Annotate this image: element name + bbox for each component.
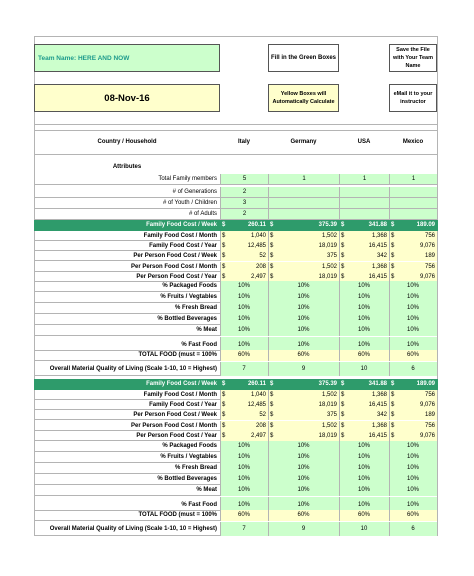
block0-money-4-label: Per Person Food Cost / Year <box>136 273 217 280</box>
block0-pct-0-label: % Packaged Foods <box>162 283 217 289</box>
block1-money-2-value-3: 189 <box>424 412 435 419</box>
block1-quality-value-2[interactable]: 10 <box>360 526 368 532</box>
block0-money-0-label: Family Food Cost / Month <box>143 233 217 239</box>
block1-pct-1-value-1[interactable]: 10% <box>297 454 310 460</box>
block1-pct-0-value-3[interactable]: 10% <box>406 443 419 449</box>
block1-week-currency-0: $ <box>222 381 226 387</box>
block0-total-value-3: 60% <box>406 352 419 358</box>
block0-money-4-value-2: 16,415 <box>368 273 387 280</box>
block1-money-4-currency-3: $ <box>391 432 395 439</box>
block0-money-0-value-2: 1,368 <box>371 233 387 239</box>
block0-quality-value-3[interactable]: 6 <box>411 366 415 372</box>
block1-money-4-currency-2: $ <box>341 432 345 439</box>
block1-pct-5-value-3[interactable]: 10% <box>406 502 419 508</box>
block0-pct-1-value-2[interactable]: 10% <box>357 294 370 300</box>
block0-money-2-currency-1: $ <box>270 253 274 260</box>
block0-money-0-value-0: 1,040 <box>250 233 266 239</box>
block1-money-0-label: Family Food Cost / Month <box>143 392 217 398</box>
block0-week-value-3: 189.09 <box>416 222 435 228</box>
block1-total-value-1: 60% <box>297 512 310 518</box>
block1-money-0-currency-2: $ <box>341 392 345 398</box>
block0-pct-0-value-1[interactable]: 10% <box>297 283 310 289</box>
attr-0-value-2[interactable]: 1 <box>339 174 389 184</box>
block0-week-label: Family Food Cost / Week <box>146 222 217 228</box>
block0-money-3-currency-2: $ <box>341 263 345 270</box>
attr-0-value-1[interactable]: 1 <box>268 174 339 184</box>
block0-money-1-value-1: 18,019 <box>318 243 337 250</box>
block0-total-label: TOTAL FOOD (must = 100% <box>138 352 217 358</box>
attr-3-value-0[interactable]: 2 <box>220 209 268 219</box>
block0-pct-3-value-2[interactable]: 10% <box>357 316 370 322</box>
block1-money-3-value-3: 756 <box>424 422 435 429</box>
attr-1-value-0[interactable]: 2 <box>220 187 268 197</box>
block1-money-3-value-0: 208 <box>255 422 266 429</box>
block1-pct-0-value-1[interactable]: 10% <box>297 443 310 449</box>
block1-money-2-currency-1: $ <box>270 412 274 419</box>
block0-money-3-currency-3: $ <box>391 263 395 270</box>
block1-money-4-value-2: 16,415 <box>368 432 387 439</box>
block0-pct-0-value-2[interactable]: 10% <box>357 283 370 289</box>
block0-money-4-currency-2: $ <box>341 273 345 280</box>
block1-money-3-value-2: 1,368 <box>371 422 387 429</box>
block1-week-value-2: 341.88 <box>368 381 387 387</box>
team-name-text: Team Name: HERE AND NOW <box>38 54 130 62</box>
block1-pct-0-label: % Packaged Foods <box>162 443 217 449</box>
block1-money-1-currency-2: $ <box>341 402 345 409</box>
block1-pct-4-label: % Meat <box>196 487 217 493</box>
block0-money-0-currency-1: $ <box>270 233 274 239</box>
block0-money-4-currency-1: $ <box>270 273 274 280</box>
block0-money-2-currency-3: $ <box>391 253 395 260</box>
team-name-cell[interactable] <box>34 44 220 72</box>
block0-money-2-value-1: 375 <box>326 253 337 260</box>
block0-pct-0-value-0[interactable]: 10% <box>237 283 250 289</box>
block1-money-1-label: Family Food Cost / Year <box>149 402 217 409</box>
block1-pct-1-value-2[interactable]: 10% <box>357 454 370 460</box>
block0-money-2-value-3: 189 <box>424 253 435 260</box>
block1-money-4-value-0: 2,497 <box>250 432 266 439</box>
attr-0-value-3[interactable]: 1 <box>389 174 437 184</box>
block1-pct-4-value-3[interactable]: 10% <box>406 487 419 493</box>
block0-money-3-currency-1: $ <box>270 263 274 270</box>
attr-3-value-1[interactable] <box>268 209 339 219</box>
block1-money-3-label: Per Person Food Cost / Month <box>130 422 217 429</box>
block0-pct-2-value-3[interactable]: 10% <box>406 305 419 311</box>
attr-0-label: Total Family members <box>158 176 217 182</box>
block1-pct-3-value-1[interactable]: 10% <box>297 476 310 482</box>
block0-money-0-value-1: 1,502 <box>321 233 337 239</box>
block1-pct-2-value-3[interactable]: 10% <box>406 465 419 471</box>
block0-week-currency-1: $ <box>270 222 274 228</box>
block1-money-1-value-2: 16,415 <box>368 402 387 409</box>
block1-pct-3-value-2[interactable]: 10% <box>357 476 370 482</box>
country-usa: USA <box>357 139 371 145</box>
block0-pct-1-value-1[interactable]: 10% <box>297 294 310 300</box>
block0-money-1-currency-1: $ <box>270 243 274 250</box>
block0-money-1-value-2: 16,415 <box>368 243 387 250</box>
block0-total-value-1: 60% <box>297 352 310 358</box>
date-cell[interactable]: 08-Nov-16 <box>34 84 220 112</box>
attr-1-value-1[interactable] <box>268 187 339 197</box>
block1-money-4-currency-0: $ <box>222 432 226 439</box>
block1-week-currency-3: $ <box>391 381 395 387</box>
block1-money-0-currency-0: $ <box>222 392 226 398</box>
block0-pct-4-value-1[interactable]: 10% <box>297 327 310 333</box>
block1-pct-1-label: % Fruits / Vegtables <box>160 454 217 460</box>
block0-total-value-2: 60% <box>357 352 370 358</box>
block0-pct-1-value-3[interactable]: 10% <box>406 294 419 300</box>
block1-total-value-3: 60% <box>406 512 419 518</box>
block0-money-2-value-0: 52 <box>259 253 266 260</box>
block0-money-2-currency-0: $ <box>222 253 226 260</box>
block1-pct-5-value-2[interactable]: 10% <box>357 502 370 508</box>
block0-money-1-value-3: 9,076 <box>419 243 435 250</box>
attr-2-value-3[interactable] <box>389 198 437 208</box>
block1-pct-1-value-3[interactable]: 10% <box>406 454 419 460</box>
block0-pct-5-label: % Fast Food <box>181 342 217 348</box>
block1-pct-3-label: % Bottled Beverages <box>157 476 217 482</box>
attr-0-value-0[interactable]: 5 <box>220 174 268 184</box>
block1-money-2-value-2: 342 <box>376 412 387 419</box>
block0-pct-2-value-0[interactable]: 10% <box>237 305 250 311</box>
block0-pct-2-value-2[interactable]: 10% <box>357 305 370 311</box>
block0-money-4-currency-0: $ <box>222 273 226 280</box>
block0-money-1-value-0: 12,485 <box>247 243 266 250</box>
block1-money-3-currency-3: $ <box>391 422 395 429</box>
block1-money-2-currency-2: $ <box>341 412 345 419</box>
block1-money-0-value-3: 756 <box>424 392 435 398</box>
country-germany: Germany <box>290 139 317 145</box>
block1-money-2-label: Per Person Food Cost / Week <box>133 412 217 419</box>
block1-week-value-0: 260.11 <box>247 381 266 387</box>
block1-pct-5-value-1[interactable]: 10% <box>297 502 310 508</box>
block1-money-2-value-1: 375 <box>326 412 337 419</box>
block0-money-0-value-3: 756 <box>424 233 435 239</box>
block1-pct-3-value-3[interactable]: 10% <box>406 476 419 482</box>
block0-money-1-label: Family Food Cost / Year <box>149 243 217 250</box>
country-italy: Italy <box>237 139 250 145</box>
block0-money-2-currency-2: $ <box>341 253 345 260</box>
block1-money-0-currency-3: $ <box>391 392 395 398</box>
block0-pct-4-value-2[interactable]: 10% <box>357 327 370 333</box>
block0-money-4-value-3: 9,076 <box>419 273 435 280</box>
block1-pct-2-label: % Fresh Bread <box>174 465 217 471</box>
block1-pct-2-value-0[interactable]: 10% <box>237 465 250 471</box>
block0-pct-2-value-1[interactable]: 10% <box>297 305 310 311</box>
block0-money-2-value-2: 342 <box>376 253 387 260</box>
country-household-label: Country / Household <box>97 139 157 145</box>
block1-pct-1-value-0[interactable]: 10% <box>237 454 250 460</box>
attr-2-value-0[interactable]: 3 <box>220 198 268 208</box>
block0-week-value-2: 341.88 <box>368 222 387 228</box>
block0-money-0-currency-2: $ <box>341 233 345 239</box>
block1-pct-0-value-2[interactable]: 10% <box>357 443 370 449</box>
block0-money-3-value-3: 756 <box>424 263 435 270</box>
block0-week-currency-3: $ <box>391 222 395 228</box>
block1-money-0-value-0: 1,040 <box>250 392 266 398</box>
block1-money-4-value-1: 18,019 <box>318 432 337 439</box>
block0-pct-4-label: % Meat <box>196 327 217 333</box>
block1-money-1-value-3: 9,076 <box>419 402 435 409</box>
block1-pct-0-value-0[interactable]: 10% <box>237 443 250 449</box>
block1-money-1-value-1: 18,019 <box>318 402 337 409</box>
block1-total-value-0: 60% <box>237 512 250 518</box>
block1-quality-value-0[interactable]: 7 <box>242 526 246 532</box>
block0-pct-5-value-3[interactable]: 10% <box>406 342 419 348</box>
block0-week-currency-2: $ <box>341 222 345 228</box>
block1-money-2-currency-0: $ <box>222 412 226 419</box>
block0-pct-3-value-0[interactable]: 10% <box>237 316 250 322</box>
attr-3-label: # of Adults <box>188 211 217 217</box>
block0-money-1-currency-3: $ <box>391 243 395 250</box>
block0-pct-3-label: % Bottled Beverages <box>157 316 217 322</box>
attr-2-label: # of Youth / Children <box>162 200 217 206</box>
block1-week-value-3: 189.09 <box>416 381 435 387</box>
attr-1-value-2[interactable] <box>339 187 389 197</box>
block1-money-3-currency-0: $ <box>222 422 226 429</box>
block0-money-3-value-1: 1,502 <box>321 263 337 270</box>
block0-money-1-currency-2: $ <box>341 243 345 250</box>
block0-week-value-0: 260.11 <box>247 222 266 228</box>
block1-money-4-value-3: 9,076 <box>419 432 435 439</box>
block1-pct-4-value-0[interactable]: 10% <box>237 487 250 493</box>
block1-week-label: Family Food Cost / Week <box>146 381 217 387</box>
block0-pct-4-value-3[interactable]: 10% <box>406 327 419 333</box>
block1-pct-4-value-2[interactable]: 10% <box>357 487 370 493</box>
block0-money-3-currency-0: $ <box>222 263 226 270</box>
block0-money-4-currency-3: $ <box>391 273 395 280</box>
attributes-title: Attributes <box>112 164 142 170</box>
block0-quality-value-0[interactable]: 7 <box>242 366 246 372</box>
block1-pct-2-value-2[interactable]: 10% <box>357 465 370 471</box>
block1-pct-5-value-0[interactable]: 10% <box>237 502 250 508</box>
block1-money-2-currency-3: $ <box>391 412 395 419</box>
block1-money-4-currency-1: $ <box>270 432 274 439</box>
block1-money-1-currency-1: $ <box>270 402 274 409</box>
block0-pct-5-value-1[interactable]: 10% <box>297 342 310 348</box>
block0-quality-label: Overall Material Quality of Living (Scale 1-10, 10 = Highest) <box>49 365 217 372</box>
block0-pct-2-label: % Fresh Bread <box>174 305 217 311</box>
block0-money-2-label: Per Person Food Cost / Week <box>133 253 217 260</box>
block0-money-3-label: Per Person Food Cost / Month <box>130 263 217 270</box>
block1-pct-3-value-0[interactable]: 10% <box>237 476 250 482</box>
block0-quality-value-2[interactable]: 10 <box>360 366 368 372</box>
block1-pct-4-value-1[interactable]: 10% <box>297 487 310 493</box>
block1-money-1-currency-0: $ <box>222 402 226 409</box>
block1-money-3-currency-2: $ <box>341 422 345 429</box>
block1-money-3-currency-1: $ <box>270 422 274 429</box>
block1-money-2-value-0: 52 <box>259 412 266 419</box>
block1-quality-label: Overall Material Quality of Living (Scale 1-10, 10 = Highest) <box>49 525 217 532</box>
block0-quality-value-1[interactable]: 9 <box>301 366 306 372</box>
block1-money-0-value-1: 1,502 <box>321 392 337 398</box>
block0-week-value-1: 375.39 <box>318 222 337 228</box>
block1-quality-value-1[interactable]: 9 <box>301 526 306 532</box>
block0-pct-0-value-3[interactable]: 10% <box>406 283 419 289</box>
block1-pct-2-value-1[interactable]: 10% <box>297 465 310 471</box>
block0-money-3-value-2: 1,368 <box>371 263 387 270</box>
attr-3-value-3[interactable] <box>389 209 437 219</box>
block0-week-currency-0: $ <box>222 222 226 228</box>
block1-money-4-label: Per Person Food Cost / Year <box>136 432 217 439</box>
block0-money-0-currency-3: $ <box>391 233 395 239</box>
email-note: eMail it to your instructor <box>389 84 437 112</box>
block0-pct-3-value-3[interactable]: 10% <box>406 316 419 322</box>
block1-total-label: TOTAL FOOD (must = 100% <box>138 512 217 518</box>
block1-money-1-value-0: 12,485 <box>247 402 266 409</box>
block1-money-0-value-2: 1,368 <box>371 392 387 398</box>
fill-green-note: Fill in the Green Boxes <box>268 44 339 72</box>
country-mexico: Mexico <box>402 139 424 145</box>
block1-week-currency-2: $ <box>341 381 345 387</box>
block0-pct-3-value-1[interactable]: 10% <box>297 316 310 322</box>
block0-money-3-value-0: 208 <box>255 263 266 270</box>
block0-pct-5-value-0[interactable]: 10% <box>237 342 250 348</box>
block1-week-currency-1: $ <box>270 381 274 387</box>
block0-money-0-currency-0: $ <box>222 233 226 239</box>
block0-pct-1-label: % Fruits / Vegtables <box>160 294 217 300</box>
block1-week-value-1: 375.39 <box>318 381 337 387</box>
block1-money-1-currency-3: $ <box>391 402 395 409</box>
attr-2-value-1[interactable] <box>268 198 339 208</box>
attr-1-label: # of Generations <box>172 189 217 195</box>
block1-money-0-currency-1: $ <box>270 392 274 398</box>
block1-total-value-2: 60% <box>357 512 370 518</box>
block1-pct-5-label: % Fast Food <box>181 502 217 508</box>
yellow-boxes-note: Yellow Boxes will Automatically Calculate <box>268 84 339 112</box>
block0-pct-1-value-0[interactable]: 10% <box>237 294 250 300</box>
attr-2-value-2[interactable] <box>339 198 389 208</box>
block0-total-value-0: 60% <box>237 352 250 358</box>
attr-3-value-2[interactable] <box>339 209 389 219</box>
save-file-note: Save the File with Your Team Name <box>389 44 437 72</box>
block0-money-4-value-1: 18,019 <box>318 273 337 280</box>
block0-money-1-currency-0: $ <box>222 243 226 250</box>
block0-money-4-value-0: 2,497 <box>250 273 266 280</box>
block1-money-3-value-1: 1,502 <box>321 422 337 429</box>
block0-pct-4-value-0[interactable]: 10% <box>237 327 250 333</box>
block0-pct-5-value-2[interactable]: 10% <box>357 342 370 348</box>
block1-quality-value-3[interactable]: 6 <box>411 526 415 532</box>
attr-1-value-3[interactable] <box>389 187 437 197</box>
